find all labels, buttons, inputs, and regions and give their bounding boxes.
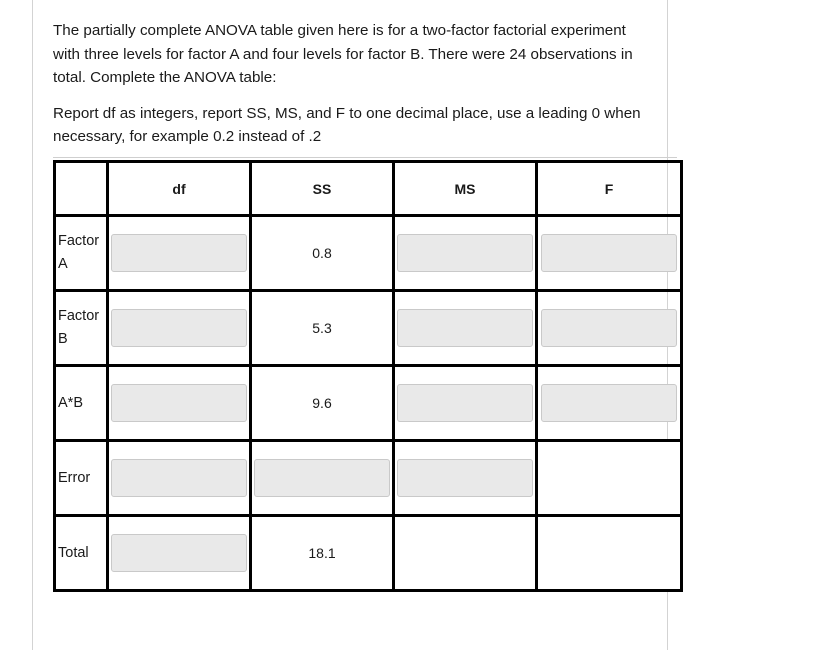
row-label-interaction: A*B bbox=[55, 366, 108, 441]
ss-input-error[interactable] bbox=[254, 459, 390, 497]
df-input-factor-a[interactable] bbox=[111, 234, 247, 272]
ss-value-interaction: 9.6 bbox=[251, 366, 394, 441]
row-total bbox=[55, 516, 682, 591]
ss-value-factor-b: 5.3 bbox=[251, 291, 394, 366]
question-instructions: Report df as integers, report SS, MS, and F to one decimal place, use a leading 0 when necessary, for example 0.2 instead of .2 bbox=[53, 104, 641, 145]
row-error bbox=[55, 441, 682, 516]
header-row bbox=[55, 162, 682, 216]
row-factor-a bbox=[55, 216, 682, 291]
cell-df-interaction bbox=[108, 366, 251, 441]
row-label-error: Error bbox=[55, 441, 108, 516]
ms-input-factor-b[interactable] bbox=[397, 309, 533, 347]
row-factor-b bbox=[55, 291, 682, 366]
f-input-factor-b[interactable] bbox=[541, 309, 677, 347]
cell-f-total-empty bbox=[537, 516, 682, 591]
df-input-interaction[interactable] bbox=[111, 384, 247, 422]
cell-ms-interaction bbox=[394, 366, 537, 441]
cell-df-error bbox=[108, 441, 251, 516]
cell-df-total bbox=[108, 516, 251, 591]
row-label-factor-a: Factor A bbox=[55, 216, 108, 291]
ss-value-factor-a: 0.8 bbox=[251, 216, 394, 291]
ms-input-interaction[interactable] bbox=[397, 384, 533, 422]
cell-ms-total-empty bbox=[394, 516, 537, 591]
question-text bbox=[53, 19, 653, 149]
header-df: df bbox=[108, 162, 251, 216]
cell-df-factor-a bbox=[108, 216, 251, 291]
question-intro: The partially complete ANOVA table given here is for a two-factor factorial experiment with three levels for factor A and four levels for factor B. There were 24 observations in total. Complete the ANOVA table: bbox=[53, 22, 633, 86]
cell-f-factor-a bbox=[537, 216, 682, 291]
section-divider bbox=[53, 157, 677, 158]
header-ms: MS bbox=[394, 162, 537, 216]
cell-ms-factor-a bbox=[394, 216, 537, 291]
header-ss: SS bbox=[251, 162, 394, 216]
ss-value-total: 18.1 bbox=[251, 516, 394, 591]
ms-input-factor-a[interactable] bbox=[397, 234, 533, 272]
row-interaction bbox=[55, 366, 682, 441]
cell-ss-error bbox=[251, 441, 394, 516]
cell-df-factor-b bbox=[108, 291, 251, 366]
anova-table bbox=[53, 160, 683, 592]
df-input-total[interactable] bbox=[111, 534, 247, 572]
f-input-factor-a[interactable] bbox=[541, 234, 677, 272]
row-label-total: Total bbox=[55, 516, 108, 591]
df-input-error[interactable] bbox=[111, 459, 247, 497]
f-input-interaction[interactable] bbox=[541, 384, 677, 422]
left-border-line bbox=[32, 0, 33, 650]
cell-ms-factor-b bbox=[394, 291, 537, 366]
ms-input-error[interactable] bbox=[397, 459, 533, 497]
cell-ms-error bbox=[394, 441, 537, 516]
header-source bbox=[55, 162, 108, 216]
df-input-factor-b[interactable] bbox=[111, 309, 247, 347]
header-f: F bbox=[537, 162, 682, 216]
row-label-factor-b: Factor B bbox=[55, 291, 108, 366]
cell-f-interaction bbox=[537, 366, 682, 441]
cell-f-error-empty bbox=[537, 441, 682, 516]
cell-f-factor-b bbox=[537, 291, 682, 366]
